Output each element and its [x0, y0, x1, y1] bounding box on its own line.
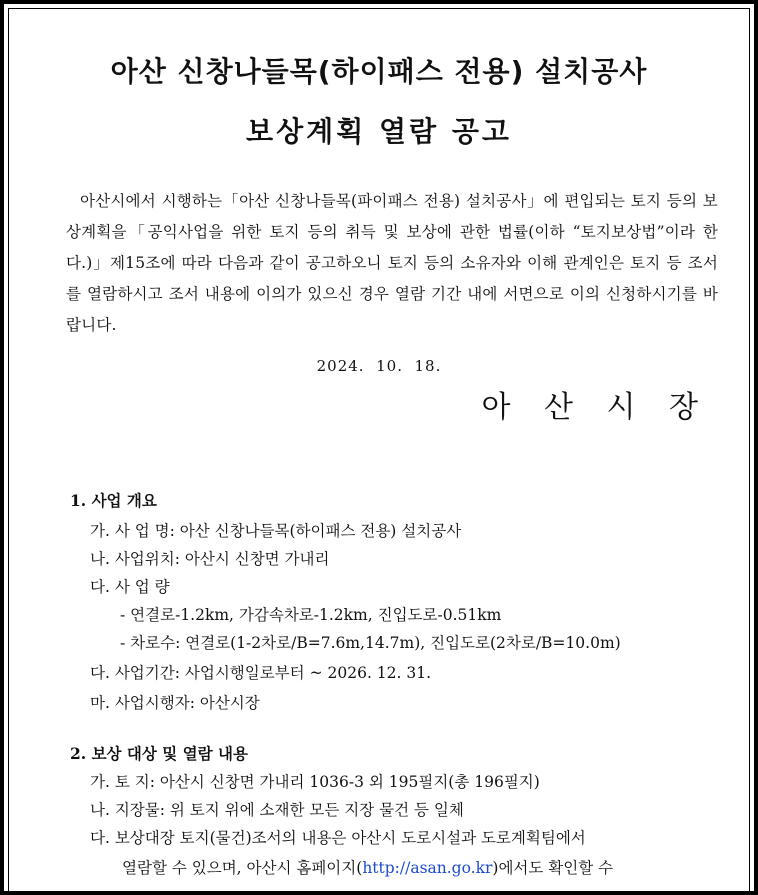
section-2-heading: 2. 보상 대상 및 열람 내용 [70, 744, 248, 763]
section-1-item: 나. 사업위치: 아산시 신창면 가내리 [90, 550, 330, 568]
section-1-heading: 1. 사업 개요 [70, 491, 157, 510]
issuer-name: 아 산 시 장 [481, 390, 710, 425]
section-2-item: 다. 보상대장 토지(물건)조서의 내용은 아산시 도로시설과 도로계획팀에서 [90, 829, 586, 847]
section-1-item: 가. 사 업 명: 아산 신창나들목(하이패스 전용) 설치공사 [90, 522, 462, 540]
section-1-item: 마. 사업시행자: 아산시장 [90, 694, 260, 712]
section-1-sub-item: - 연결로-1.2km, 가감속차로-1.2km, 진입도로-0.51km [120, 606, 502, 624]
section-2-item-continuation [122, 856, 613, 878]
section-2-item: 가. 토 지: 아산시 신창면 가내리 1036-3 외 195필지(총 196필지) [90, 773, 540, 791]
continuation-suffix: )에서도 확인할 수 [492, 859, 614, 877]
section-2-item: 나. 지장물: 위 토지 위에 소재한 모든 지장 물건 등 일체 [90, 801, 464, 819]
title-line-1: 아산 신창나들목(하이패스 전용) 설치공사 [110, 55, 648, 88]
notice-date: 2024. 10. 18. [316, 357, 442, 375]
homepage-link[interactable]: http://asan.go.kr [362, 859, 493, 877]
section-1-sub-item: - 차로수: 연결로(1-2차로/B=7.6m,14.7m), 진입도로(2차로/B=10.0m) [120, 634, 621, 652]
section-1-item: 다. 사업기간: 사업시행일로부터 ~ 2026. 12. 31. [90, 664, 432, 682]
section-1-item: 다. 사 업 량 [90, 578, 170, 596]
continuation-prefix: 열람할 수 있으며, 아산시 홈페이지( [122, 859, 363, 877]
intro-paragraph: 아산시에서 시행하는「아산 신창나들목(파이패스 전용) 설치공사」에 편입되는 토지 등의 보상계획을「공익사업을 위한 토지 등의 취득 및 보상에 관한 법률(이하 “토지보상법”이라 한다.)」제15조에 따라 다음과 같이 공고하오니 토지 등의 소유자와 이해 관계인은 토지 등 조서를 열람하시고 조서 내용에 이의가 있으신 경우 열람 기간 내에 서면으로 이의 신청하시기를 바랍니다. [66, 192, 718, 334]
title-line-2: 보상계획 열람 공고 [246, 115, 512, 148]
